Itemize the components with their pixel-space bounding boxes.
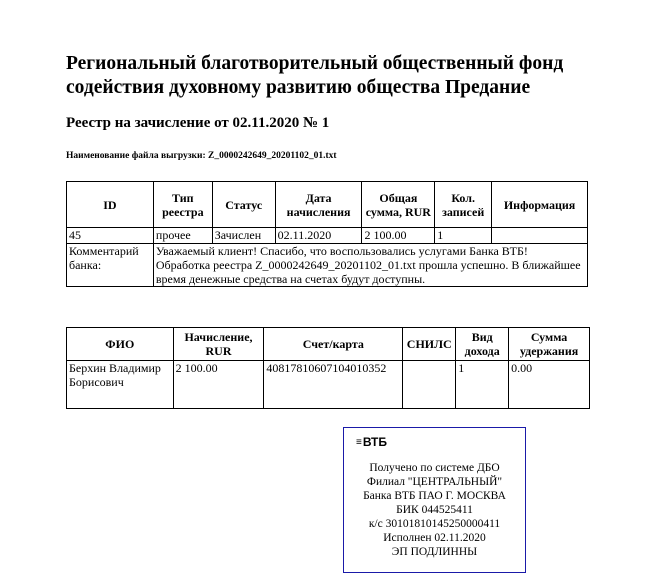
header-id: ID <box>67 182 154 228</box>
registry-header-row <box>67 182 588 228</box>
bank-stamp <box>343 427 526 573</box>
bank-comment-row <box>67 244 588 287</box>
stamp-text <box>344 461 525 559</box>
cell-total-amount: 2 100.00 <box>362 228 435 244</box>
cell-id: 45 <box>67 228 154 244</box>
header-accrual-amount: Начисление, RUR <box>173 328 264 361</box>
cell-full-name: Берхин Владимир Борисович <box>67 361 174 409</box>
cell-income-type: 1 <box>456 361 509 409</box>
cell-withholding-amount: 0.00 <box>509 361 590 409</box>
header-account-card: Счет/карта <box>264 328 403 361</box>
stamp-line: Получено по системе ДБО <box>369 462 500 474</box>
bank-comment-text: Уважаемый клиент! Спасибо, что воспользовались услугами Банка ВТБ! Обработка реестра Z_0000242649_20201102_01.txt прошла успешно. В ближайшее время денежные средства на счетах будут доступны. <box>153 244 587 287</box>
table-row <box>67 361 590 409</box>
header-status: Статус <box>212 182 275 228</box>
organization-title: Региональный благотворительный общественный фонд содействия духовному развитию общества Предание <box>66 53 564 98</box>
cell-accrual-amount: 2 100.00 <box>173 361 264 409</box>
header-total-amount: Общая сумма, RUR <box>362 182 435 228</box>
stamp-line: Филиал "ЦЕНТРАЛЬНЫЙ" <box>366 476 503 488</box>
cell-record-count: 1 <box>435 228 492 244</box>
header-withholding-amount: Сумма удержания <box>509 328 590 361</box>
header-snils: СНИЛС <box>403 328 456 361</box>
header-information: Информация <box>492 182 588 228</box>
stamp-line: к/с 30101810145250000411 <box>368 518 501 530</box>
bank-comment-label: Комментарий банка: <box>67 244 154 287</box>
payees-table <box>66 327 590 409</box>
vtb-logo-text: ВТБ <box>362 435 388 449</box>
payees-header-row <box>67 328 590 361</box>
vtb-logo <box>356 435 387 449</box>
registry-heading: Реестр на зачисление от 02.11.2020 № 1 <box>66 115 330 131</box>
stamp-line: БИК 044525411 <box>396 504 473 516</box>
vtb-logo-icon: ≡ <box>356 437 362 448</box>
header-accrual-date: Дата начисления <box>275 182 362 228</box>
stamp-line: Банка ВТБ ПАО Г. МОСКВА <box>363 490 506 502</box>
stamp-line: ЭП ПОДЛИННЫ <box>391 546 478 558</box>
registry-row <box>67 228 588 244</box>
cell-snils <box>403 361 456 409</box>
cell-status: Зачислен <box>212 228 275 244</box>
header-record-count: Кол. записей <box>435 182 492 228</box>
stamp-line: Исполнен 02.11.2020 <box>383 532 486 544</box>
cell-account-card: 40817810607104010352 <box>264 361 403 409</box>
header-income-type: Вид дохода <box>456 328 509 361</box>
cell-registry-type: прочее <box>153 228 212 244</box>
file-name-line: Наименование файла выгрузки: Z_0000242649_20201102_01.txt <box>66 151 337 161</box>
header-full-name: ФИО <box>67 328 174 361</box>
registry-table <box>66 181 588 287</box>
cell-accrual-date: 02.11.2020 <box>275 228 362 244</box>
cell-information <box>492 228 588 244</box>
header-registry-type: Тип реестра <box>153 182 212 228</box>
